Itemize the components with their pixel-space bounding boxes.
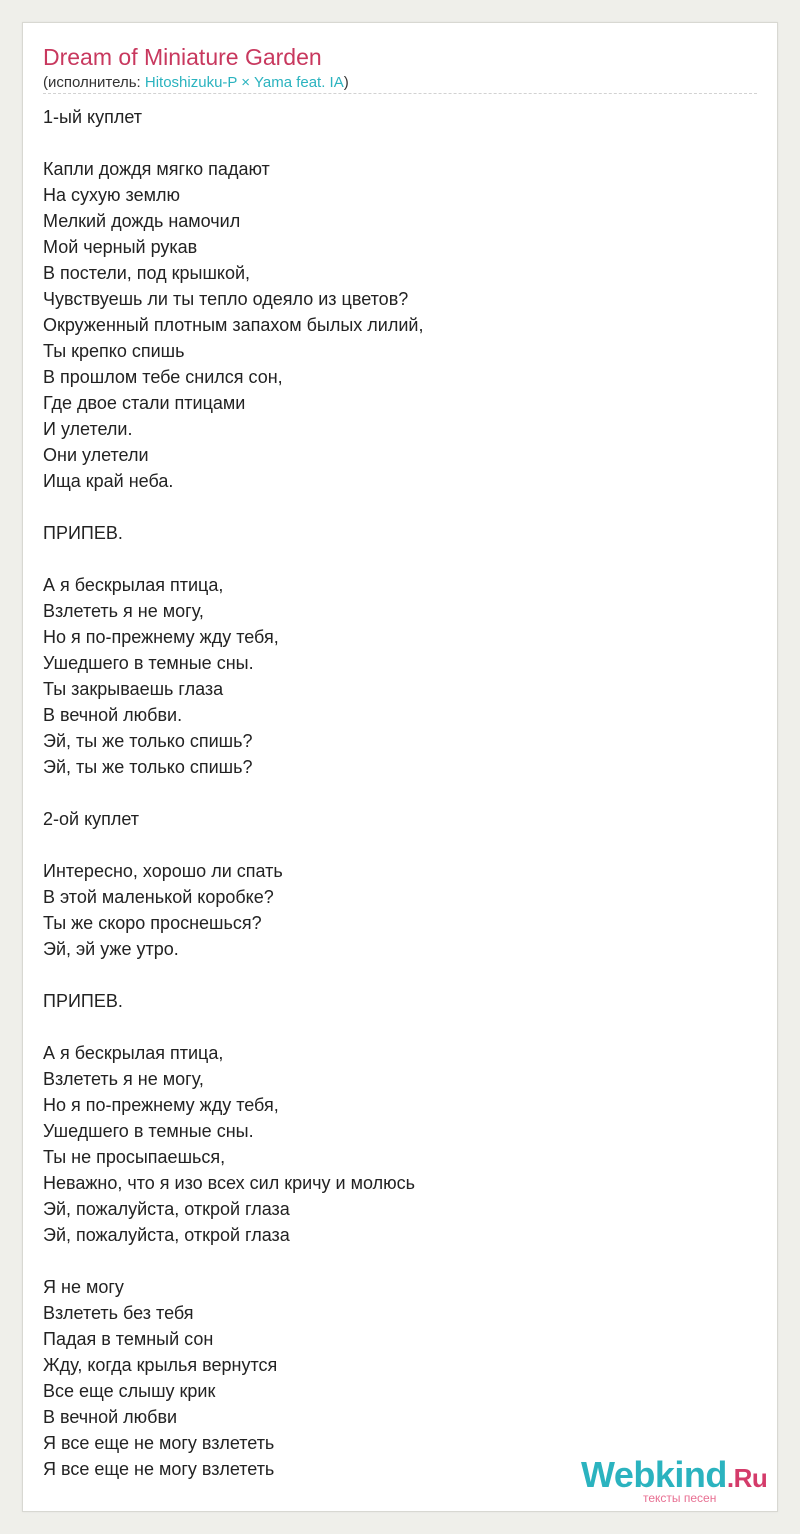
logo-main-text: Webkind <box>581 1454 727 1495</box>
lyric-line: А я бескрылая птица, <box>43 575 224 595</box>
lyric-line: Эй, ты же только спишь? <box>43 731 253 751</box>
lyric-line: Ушедшего в темные сны. <box>43 653 254 673</box>
lyric-line: Но я по-прежнему жду тебя, <box>43 627 279 647</box>
lyric-line: Неважно, что я изо всех сил кричу и молюсь <box>43 1173 415 1193</box>
lyric-line: Ты крепко спишь <box>43 341 185 361</box>
lyric-line: Взлететь я не могу, <box>43 601 204 621</box>
lyrics-text <box>43 104 759 1482</box>
lyric-line: Жду, когда крылья вернутся <box>43 1355 278 1375</box>
lyric-blank-line <box>43 494 759 520</box>
logo-tagline: тексты песен <box>643 1491 717 1505</box>
artist-byline <box>43 73 349 93</box>
lyric-line: И улетели. <box>43 419 133 439</box>
lyric-line: ПРИПЕВ. <box>43 991 123 1011</box>
lyric-line: Я не могу <box>43 1277 124 1297</box>
byline-prefix: (исполнитель: <box>43 74 145 91</box>
lyrics-card <box>22 22 778 1512</box>
lyric-line: Ты не просыпаешься, <box>43 1147 226 1167</box>
lyric-line: Они улетели <box>43 445 149 465</box>
lyric-line: Эй, ты же только спишь? <box>43 757 253 777</box>
lyric-line: Ты же скоро проснешься? <box>43 913 262 933</box>
lyric-line: Взлететь я не могу, <box>43 1069 204 1089</box>
lyric-line: Интересно, хорошо ли спать <box>43 861 283 881</box>
lyric-line: Я все еще не могу взлететь <box>43 1433 275 1453</box>
lyric-line: В вечной любви. <box>43 705 183 725</box>
lyric-line: Окруженный плотным запахом былых лилий, <box>43 315 424 335</box>
lyric-line: В постели, под крышкой, <box>43 263 251 283</box>
artist-link-hitoshizuku[interactable]: Hitoshizuku-P <box>144 74 238 91</box>
lyric-line: Я все еще не могу взлететь <box>43 1459 275 1479</box>
lyric-line: А я бескрылая птица, <box>43 1043 224 1063</box>
lyric-line: Ты закрываешь глаза <box>43 679 224 699</box>
lyric-line: В этой маленькой коробке? <box>43 887 274 907</box>
lyric-blank-line <box>43 1248 759 1274</box>
lyric-line: Мелкий дождь намочил <box>43 211 241 231</box>
lyric-line: 2-ой куплет <box>43 809 140 829</box>
lyric-line: Эй, пожалуйста, открой глаза <box>43 1199 290 1219</box>
lyric-line: Все еще слышу крик <box>43 1381 216 1401</box>
lyric-line: В прошлом тебе снился сон, <box>43 367 283 387</box>
lyric-blank-line <box>43 832 759 858</box>
lyric-line: ПРИПЕВ. <box>43 523 123 543</box>
artist-link-yama[interactable]: Yama feat. IA <box>253 74 344 91</box>
byline-suffix: ) <box>343 74 349 91</box>
lyric-line: Взлететь без тебя <box>43 1303 194 1323</box>
title-divider <box>43 93 757 94</box>
song-title: Dream of Miniature Garden <box>43 44 322 70</box>
site-logo[interactable] <box>581 1455 769 1505</box>
lyric-line: Падая в темный сон <box>43 1329 214 1349</box>
lyric-blank-line <box>43 130 759 156</box>
lyric-line: 1-ый куплет <box>43 107 142 127</box>
lyric-line: Эй, пожалуйста, открой глаза <box>43 1225 290 1245</box>
lyric-blank-line <box>43 1014 759 1040</box>
logo-tld: .Ru <box>726 1463 768 1493</box>
artist-separator: × <box>237 74 254 91</box>
lyric-line: Ища край неба. <box>43 471 174 491</box>
lyric-line: Чувствуешь ли ты тепло одеяло из цветов? <box>43 289 409 309</box>
lyric-line: Капли дождя мягко падают <box>43 159 270 179</box>
lyric-blank-line <box>43 780 759 806</box>
lyric-line: Где двое стали птицами <box>43 393 246 413</box>
lyric-blank-line <box>43 546 759 572</box>
lyric-line: На сухую землю <box>43 185 180 205</box>
lyric-line: Эй, эй уже утро. <box>43 939 179 959</box>
lyric-blank-line <box>43 962 759 988</box>
lyric-line: Но я по-прежнему жду тебя, <box>43 1095 279 1115</box>
lyric-line: Мой черный рукав <box>43 237 198 257</box>
lyric-line: Ушедшего в темные сны. <box>43 1121 254 1141</box>
lyric-line: В вечной любви <box>43 1407 178 1427</box>
